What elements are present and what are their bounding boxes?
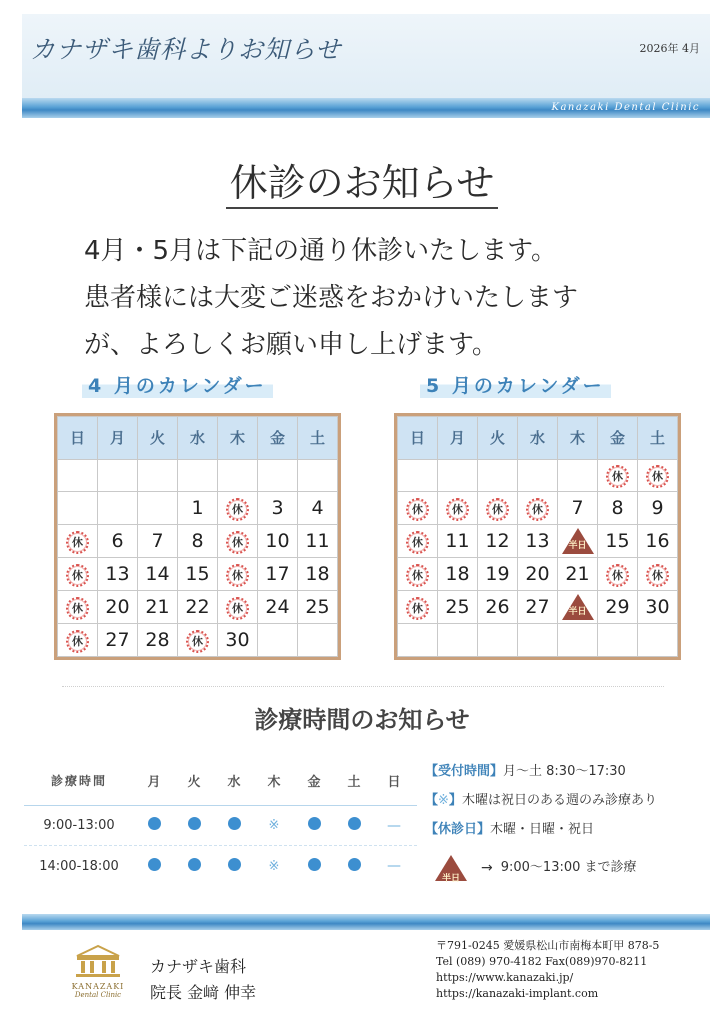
- calendar-day-closed: [398, 591, 438, 624]
- calendar-day: 1: [178, 492, 218, 525]
- calendar-day: 6: [98, 525, 138, 558]
- calendar-day: 20: [518, 558, 558, 591]
- open-dot-icon: [174, 858, 214, 875]
- calendar-day: 15: [598, 525, 638, 558]
- calendar-day: [518, 459, 558, 492]
- section-divider: [62, 686, 664, 687]
- footer-url-implant[interactable]: https://kanazaki-implant.com: [436, 987, 599, 1000]
- calendar-day: 20: [98, 591, 138, 624]
- calendar-day: [398, 459, 438, 492]
- calendar-day: 12: [478, 525, 518, 558]
- closed-mark-icon: 休: [646, 465, 669, 488]
- calendar-day: [598, 624, 638, 657]
- calendar-day: 7: [558, 492, 598, 525]
- hours-row-afternoon: [24, 846, 417, 886]
- hours-title: 診療時間のお知らせ: [254, 706, 470, 734]
- open-dot-icon: [334, 858, 374, 875]
- calendar-day: 26: [478, 591, 518, 624]
- notice-line: 4月・5月は下記の通り休診いたします。: [84, 236, 558, 266]
- weekday-header: 木: [558, 417, 598, 460]
- closed-dash-icon: —: [387, 817, 401, 834]
- arrow-icon: →: [481, 860, 493, 876]
- asterisk-icon: ※: [268, 818, 280, 833]
- dot-icon: [228, 817, 241, 830]
- calendar-day: [178, 459, 218, 492]
- calendar-day: 9: [638, 492, 678, 525]
- footer-url[interactable]: https://www.kanazaki.jp/: [436, 971, 574, 984]
- open-dot-icon: [214, 817, 254, 834]
- calendar-day-closed: [638, 558, 678, 591]
- calendar-day: [138, 459, 178, 492]
- hours-row-label: 14:00-18:00: [39, 858, 119, 874]
- calendar-day: 14: [138, 558, 178, 591]
- closed-mark-icon: 休: [446, 498, 469, 521]
- closed-mark-icon: 休: [226, 531, 249, 554]
- calendar-day: 30: [218, 624, 258, 657]
- calendar-day: 19: [478, 558, 518, 591]
- clinic-english-name: Kanazaki Dental Clinic: [551, 102, 700, 113]
- calendar-day-closed: [218, 492, 258, 525]
- calendar-day: [518, 624, 558, 657]
- header-title: カナザキ歯科よりお知らせ: [30, 35, 342, 64]
- hours-row-morning: [24, 806, 417, 846]
- footer-phone: Tel (089) 970-4182 Fax(089)970-8211: [436, 955, 648, 968]
- april-calendar-heading: 4 月のカレンダー: [82, 368, 273, 398]
- calendar-day: 8: [598, 492, 638, 525]
- calendar-day: 8: [178, 525, 218, 558]
- closed-mark-icon: 休: [406, 531, 429, 554]
- calendar-day-closed: [598, 459, 638, 492]
- closed-days-note: 【休診日】木曜・日曜・祝日: [425, 822, 595, 837]
- closed-mark-icon: 休: [226, 564, 249, 587]
- dot-icon: [148, 817, 161, 830]
- calendar-day: [438, 624, 478, 657]
- calendar-day: [298, 459, 338, 492]
- calendar-day: 30: [638, 591, 678, 624]
- open-dot-icon: [334, 817, 374, 834]
- calendar-day-closed: [218, 558, 258, 591]
- calendar-day: [298, 624, 338, 657]
- may-calendar-heading: 5 月のカレンダー: [420, 368, 611, 398]
- day-thu: 木: [267, 774, 281, 790]
- calendar-day-closed: [638, 459, 678, 492]
- hours-header-label: 診療時間: [50, 773, 107, 788]
- weekday-header: 土: [638, 417, 678, 460]
- calendar-day: 22: [178, 591, 218, 624]
- calendar-day: [478, 459, 518, 492]
- dot-icon: [308, 858, 321, 871]
- calendar-day: 7: [138, 525, 178, 558]
- hours-notes: [425, 758, 715, 885]
- calendar-day-closed: [478, 492, 518, 525]
- weekday-header: 金: [598, 417, 638, 460]
- calendar-day: 11: [298, 525, 338, 558]
- weekday-header: 土: [298, 417, 338, 460]
- weekday-header: 火: [478, 417, 518, 460]
- half-day-note: 半日 → 9:00～13:00 まで診療: [425, 851, 715, 885]
- closed-mark-icon: 休: [226, 597, 249, 620]
- weekday-header: 火: [138, 417, 178, 460]
- hours-row-label: 9:00-13:00: [43, 818, 115, 833]
- closed-mark-icon: 休: [226, 498, 249, 521]
- day-mon: 月: [147, 774, 161, 790]
- footer-director: 院長 金﨑 伸幸: [150, 983, 257, 1002]
- notice-title: 休診のお知らせ: [0, 152, 724, 207]
- calendar-day: [558, 459, 598, 492]
- calendar-day: [98, 492, 138, 525]
- calendar-day-closed: [438, 492, 478, 525]
- weekday-header: 日: [398, 417, 438, 460]
- calendar-day-closed: [398, 558, 438, 591]
- calendar-day-closed: [598, 558, 638, 591]
- may-calendar-table: [397, 416, 678, 657]
- april-calendar: [54, 413, 341, 660]
- closed-dash-icon: —: [387, 858, 401, 874]
- closed-mark-icon: 休: [646, 564, 669, 587]
- calendar-day: 3: [258, 492, 298, 525]
- closed-mark-icon: 休: [406, 498, 429, 521]
- weekday-header: 水: [518, 417, 558, 460]
- calendar-day: 18: [438, 558, 478, 591]
- calendar-day: 27: [98, 624, 138, 657]
- calendar-day: [58, 459, 98, 492]
- dot-icon: [308, 817, 321, 830]
- dot-icon: [188, 858, 201, 871]
- closed-mark-icon: 休: [66, 564, 89, 587]
- open-dot-icon: [174, 817, 214, 834]
- calendar-day: [58, 492, 98, 525]
- calendar-day-closed: [398, 492, 438, 525]
- half-day-icon: 半日: [562, 528, 594, 554]
- closed-mark-icon: 休: [606, 564, 629, 587]
- calendar-day: [98, 459, 138, 492]
- calendar-day: 11: [438, 525, 478, 558]
- weekday-header: 月: [98, 417, 138, 460]
- calendar-day-closed: [398, 525, 438, 558]
- calendar-day: 10: [258, 525, 298, 558]
- calendar-day: [258, 459, 298, 492]
- footer-contact: [436, 938, 716, 1002]
- notice-line: 患者様には大変ご迷惑をおかけいたします: [84, 283, 579, 313]
- weekday-header: 日: [58, 417, 98, 460]
- calendar-day-half: [558, 591, 598, 624]
- day-sat: 土: [347, 774, 361, 790]
- weekday-header: 月: [438, 417, 478, 460]
- footer-address: 〒791-0245 愛媛県松山市南梅本町甲 878-5: [436, 939, 660, 952]
- asterisk-icon: ※: [268, 858, 280, 874]
- calendar-day: 18: [298, 558, 338, 591]
- calendar-day-closed: [518, 492, 558, 525]
- calendar-day: [398, 624, 438, 657]
- calendar-day: 21: [138, 591, 178, 624]
- calendar-day: 24: [258, 591, 298, 624]
- calendar-day: 21: [558, 558, 598, 591]
- dot-icon: [348, 858, 361, 871]
- calendar-day: [558, 624, 598, 657]
- calendar-day: 4: [298, 492, 338, 525]
- calendar-day: [218, 459, 258, 492]
- dot-icon: [188, 817, 201, 830]
- weekday-header: 金: [258, 417, 298, 460]
- open-dot-icon: [134, 817, 174, 834]
- half-day-icon: 半日: [562, 594, 594, 620]
- notice-body: [84, 228, 704, 369]
- calendar-day: [438, 459, 478, 492]
- dot-icon: [348, 817, 361, 830]
- half-day-icon: 半日: [435, 855, 467, 881]
- calendar-day: 29: [598, 591, 638, 624]
- calendar-day-closed: [58, 624, 98, 657]
- closed-mark-icon: 休: [66, 597, 89, 620]
- calendar-day: 28: [138, 624, 178, 657]
- calendar-day: 15: [178, 558, 218, 591]
- day-tue: 火: [187, 774, 201, 790]
- calendar-day: 13: [518, 525, 558, 558]
- calendar-day: [138, 492, 178, 525]
- day-fri: 金: [307, 774, 321, 790]
- footer-bar: [22, 914, 710, 930]
- calendar-day: 27: [518, 591, 558, 624]
- calendar-day-closed: [58, 558, 98, 591]
- footer-clinic-name: カナザキ歯科: [150, 957, 247, 976]
- day-wed: 水: [227, 774, 241, 790]
- calendar-day: 25: [438, 591, 478, 624]
- calendar-day: 17: [258, 558, 298, 591]
- closed-mark-icon: 休: [186, 630, 209, 653]
- calendar-day-closed: [218, 591, 258, 624]
- weekday-header: 木: [218, 417, 258, 460]
- header-bar: [22, 98, 710, 118]
- notice-line: が、よろしくお願い申し上げます。: [84, 330, 498, 360]
- reception-note: 【受付時間】月～土 8:30～17:30: [425, 764, 626, 779]
- clinic-logo: KANAZAKI Dental Clinic: [60, 944, 136, 1006]
- april-calendar-table: [57, 416, 338, 657]
- may-calendar: [394, 413, 681, 660]
- open-dot-icon: [134, 858, 174, 875]
- closed-mark-icon: 休: [526, 498, 549, 521]
- calendar-day: 16: [638, 525, 678, 558]
- calendar-day-closed: [58, 591, 98, 624]
- dot-icon: [148, 858, 161, 871]
- hours-header-row: [24, 755, 417, 806]
- calendar-day-closed: [218, 525, 258, 558]
- day-sun: 日: [387, 774, 401, 790]
- asterisk-icon: ※: [438, 793, 449, 808]
- thursday-note: 【※】木曜は祝日のある週のみ診療あり: [425, 793, 657, 808]
- calendar-day-half: [558, 525, 598, 558]
- closed-mark-icon: 休: [66, 630, 89, 653]
- calendar-day-closed: [58, 525, 98, 558]
- calendar-day: [258, 624, 298, 657]
- calendar-day: [478, 624, 518, 657]
- closed-mark-icon: 休: [406, 597, 429, 620]
- calendar-day: 13: [98, 558, 138, 591]
- open-dot-icon: [294, 817, 334, 834]
- hours-table: [24, 755, 417, 886]
- open-dot-icon: [214, 858, 254, 875]
- calendar-day-closed: [178, 624, 218, 657]
- dot-icon: [228, 858, 241, 871]
- calendar-day: [638, 624, 678, 657]
- closed-mark-icon: 休: [606, 465, 629, 488]
- issue-date: 2026年 4月: [639, 42, 700, 55]
- closed-mark-icon: 休: [486, 498, 509, 521]
- closed-mark-icon: 休: [406, 564, 429, 587]
- temple-logo-icon: [73, 944, 123, 978]
- weekday-header: 水: [178, 417, 218, 460]
- open-dot-icon: [294, 858, 334, 875]
- closed-mark-icon: 休: [66, 531, 89, 554]
- calendar-day: 25: [298, 591, 338, 624]
